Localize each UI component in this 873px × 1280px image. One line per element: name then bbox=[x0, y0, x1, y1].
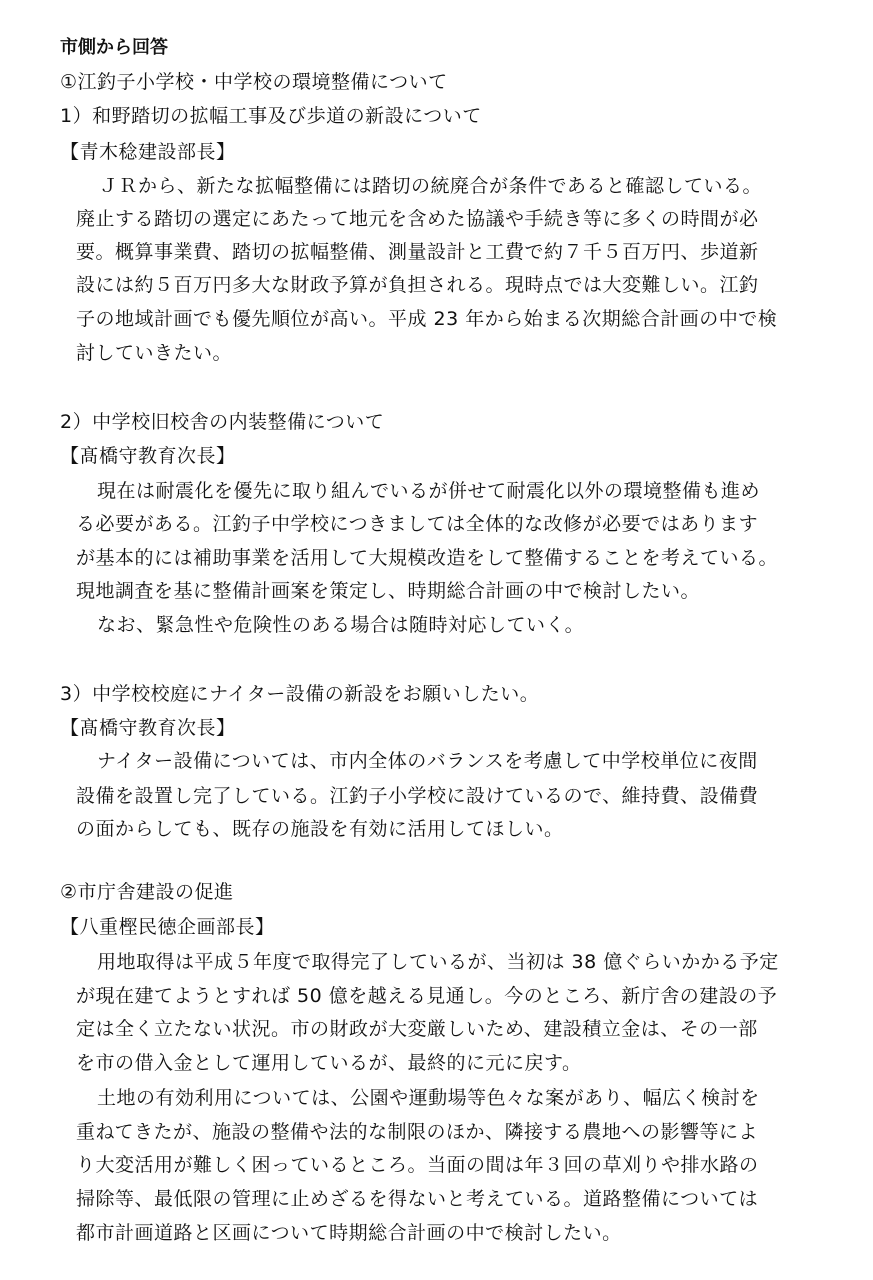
item1-paragraph-line: 設には約５百万円多大な財政予算が負担される。現時点では大変難しい。江釣 bbox=[76, 274, 759, 296]
item2-paragraph-line: なお、緊急性や危険性のある場合は随時対応していく。 bbox=[97, 614, 585, 636]
item2-speaker: 【髙橋守教育次長】 bbox=[60, 445, 236, 467]
item1-paragraph-line: 子の地域計画でも優先順位が高い。平成 23 年から始まる次期総合計画の中で検 bbox=[76, 308, 778, 330]
item2-paragraph-line: 現在は耐震化を優先に取り組んでいるが併せて耐震化以外の環境整備も進め bbox=[97, 480, 761, 502]
item3-paragraph-line: の面からしても、既存の施設を有効に活用してほしい。 bbox=[76, 818, 564, 840]
item2-title: 2）中学校旧校舎の内装整備について bbox=[60, 411, 385, 433]
item3-paragraph-line: ナイター設備については、市内全体のバランスを考慮して中学校単位に夜間 bbox=[97, 750, 758, 772]
item1-paragraph-line: 要。概算事業費、踏切の拡幅整備、測量設計と工費で約７千５百万円、歩道新 bbox=[76, 241, 759, 263]
item2-paragraph-line: 現地調査を基に整備計画案を策定し、時期総合計画の中で検討したい。 bbox=[76, 580, 701, 602]
item2-paragraph-line: が基本的には補助事業を活用して大規模改造をして整備することを考えている。 bbox=[76, 547, 779, 569]
section2-speaker: 【八重樫民徳企画部長】 bbox=[60, 916, 275, 938]
section2-paragraph-line: 土地の有効利用については、公園や運動場等色々な案があり、幅広く検討を bbox=[97, 1087, 760, 1109]
section2-paragraph-line: 重ねてきたが、施設の整備や法的な制限のほか、隣接する農地への影響等によ bbox=[76, 1121, 759, 1143]
item3-paragraph-line: 設備を設置し完了している。江釣子小学校に設けているので、維持費、設備費 bbox=[76, 785, 759, 807]
section2-paragraph-line: を市の借入金として運用しているが、最終的に元に戻す。 bbox=[76, 1052, 582, 1074]
section1-title: ①江釣子小学校・中学校の環境整備について bbox=[60, 71, 448, 93]
section2-paragraph-line: 都市計画道路と区画について時期総合計画の中で検討したい。 bbox=[76, 1222, 622, 1244]
section2-paragraph-line: 掃除等、最低限の管理に止めざるを得ないと考えている。道路整備については bbox=[76, 1188, 759, 1210]
section2-paragraph-line: 用地取得は平成５年度で取得完了しているが、当初は 38 億ぐらいかかる予定 bbox=[97, 951, 779, 973]
section2-paragraph-line: り大変活用が難しく困っているところ。当面の間は年３回の草刈りや排水路の bbox=[76, 1154, 759, 1176]
item1-paragraph-line: 廃止する踏切の選定にあたって地元を含めた協議や手続き等に多くの時間が必 bbox=[76, 208, 759, 230]
item1-speaker: 【青木稔建設部長】 bbox=[60, 141, 236, 163]
item2-paragraph-line: る必要がある。江釣子中学校につきましては全体的な改修が必要ではあります bbox=[76, 513, 759, 535]
item1-paragraph-line: 討していきたい。 bbox=[76, 342, 233, 364]
document-heading: 市側から回答 bbox=[60, 37, 168, 58]
section2-paragraph-line: 定は全く立たない状況。市の財政が大変厳しいため、建設積立金は、その一部 bbox=[76, 1018, 758, 1040]
item3-speaker: 【髙橋守教育次長】 bbox=[60, 717, 236, 739]
section2-paragraph-line: が現在建てようとすれば 50 億を越える見通し。今のところ、新庁舎の建設の予 bbox=[76, 985, 778, 1007]
item1-paragraph-line: ＪＲから、新たな拡幅整備には踏切の統廃合が条件であると確認している。 bbox=[99, 175, 763, 197]
section2-title: ②市庁舎建設の促進 bbox=[60, 881, 234, 903]
item1-title: 1）和野踏切の拡幅工事及び歩道の新設について bbox=[60, 105, 482, 127]
item3-title: 3）中学校校庭にナイター設備の新設をお願いしたい。 bbox=[60, 683, 540, 705]
